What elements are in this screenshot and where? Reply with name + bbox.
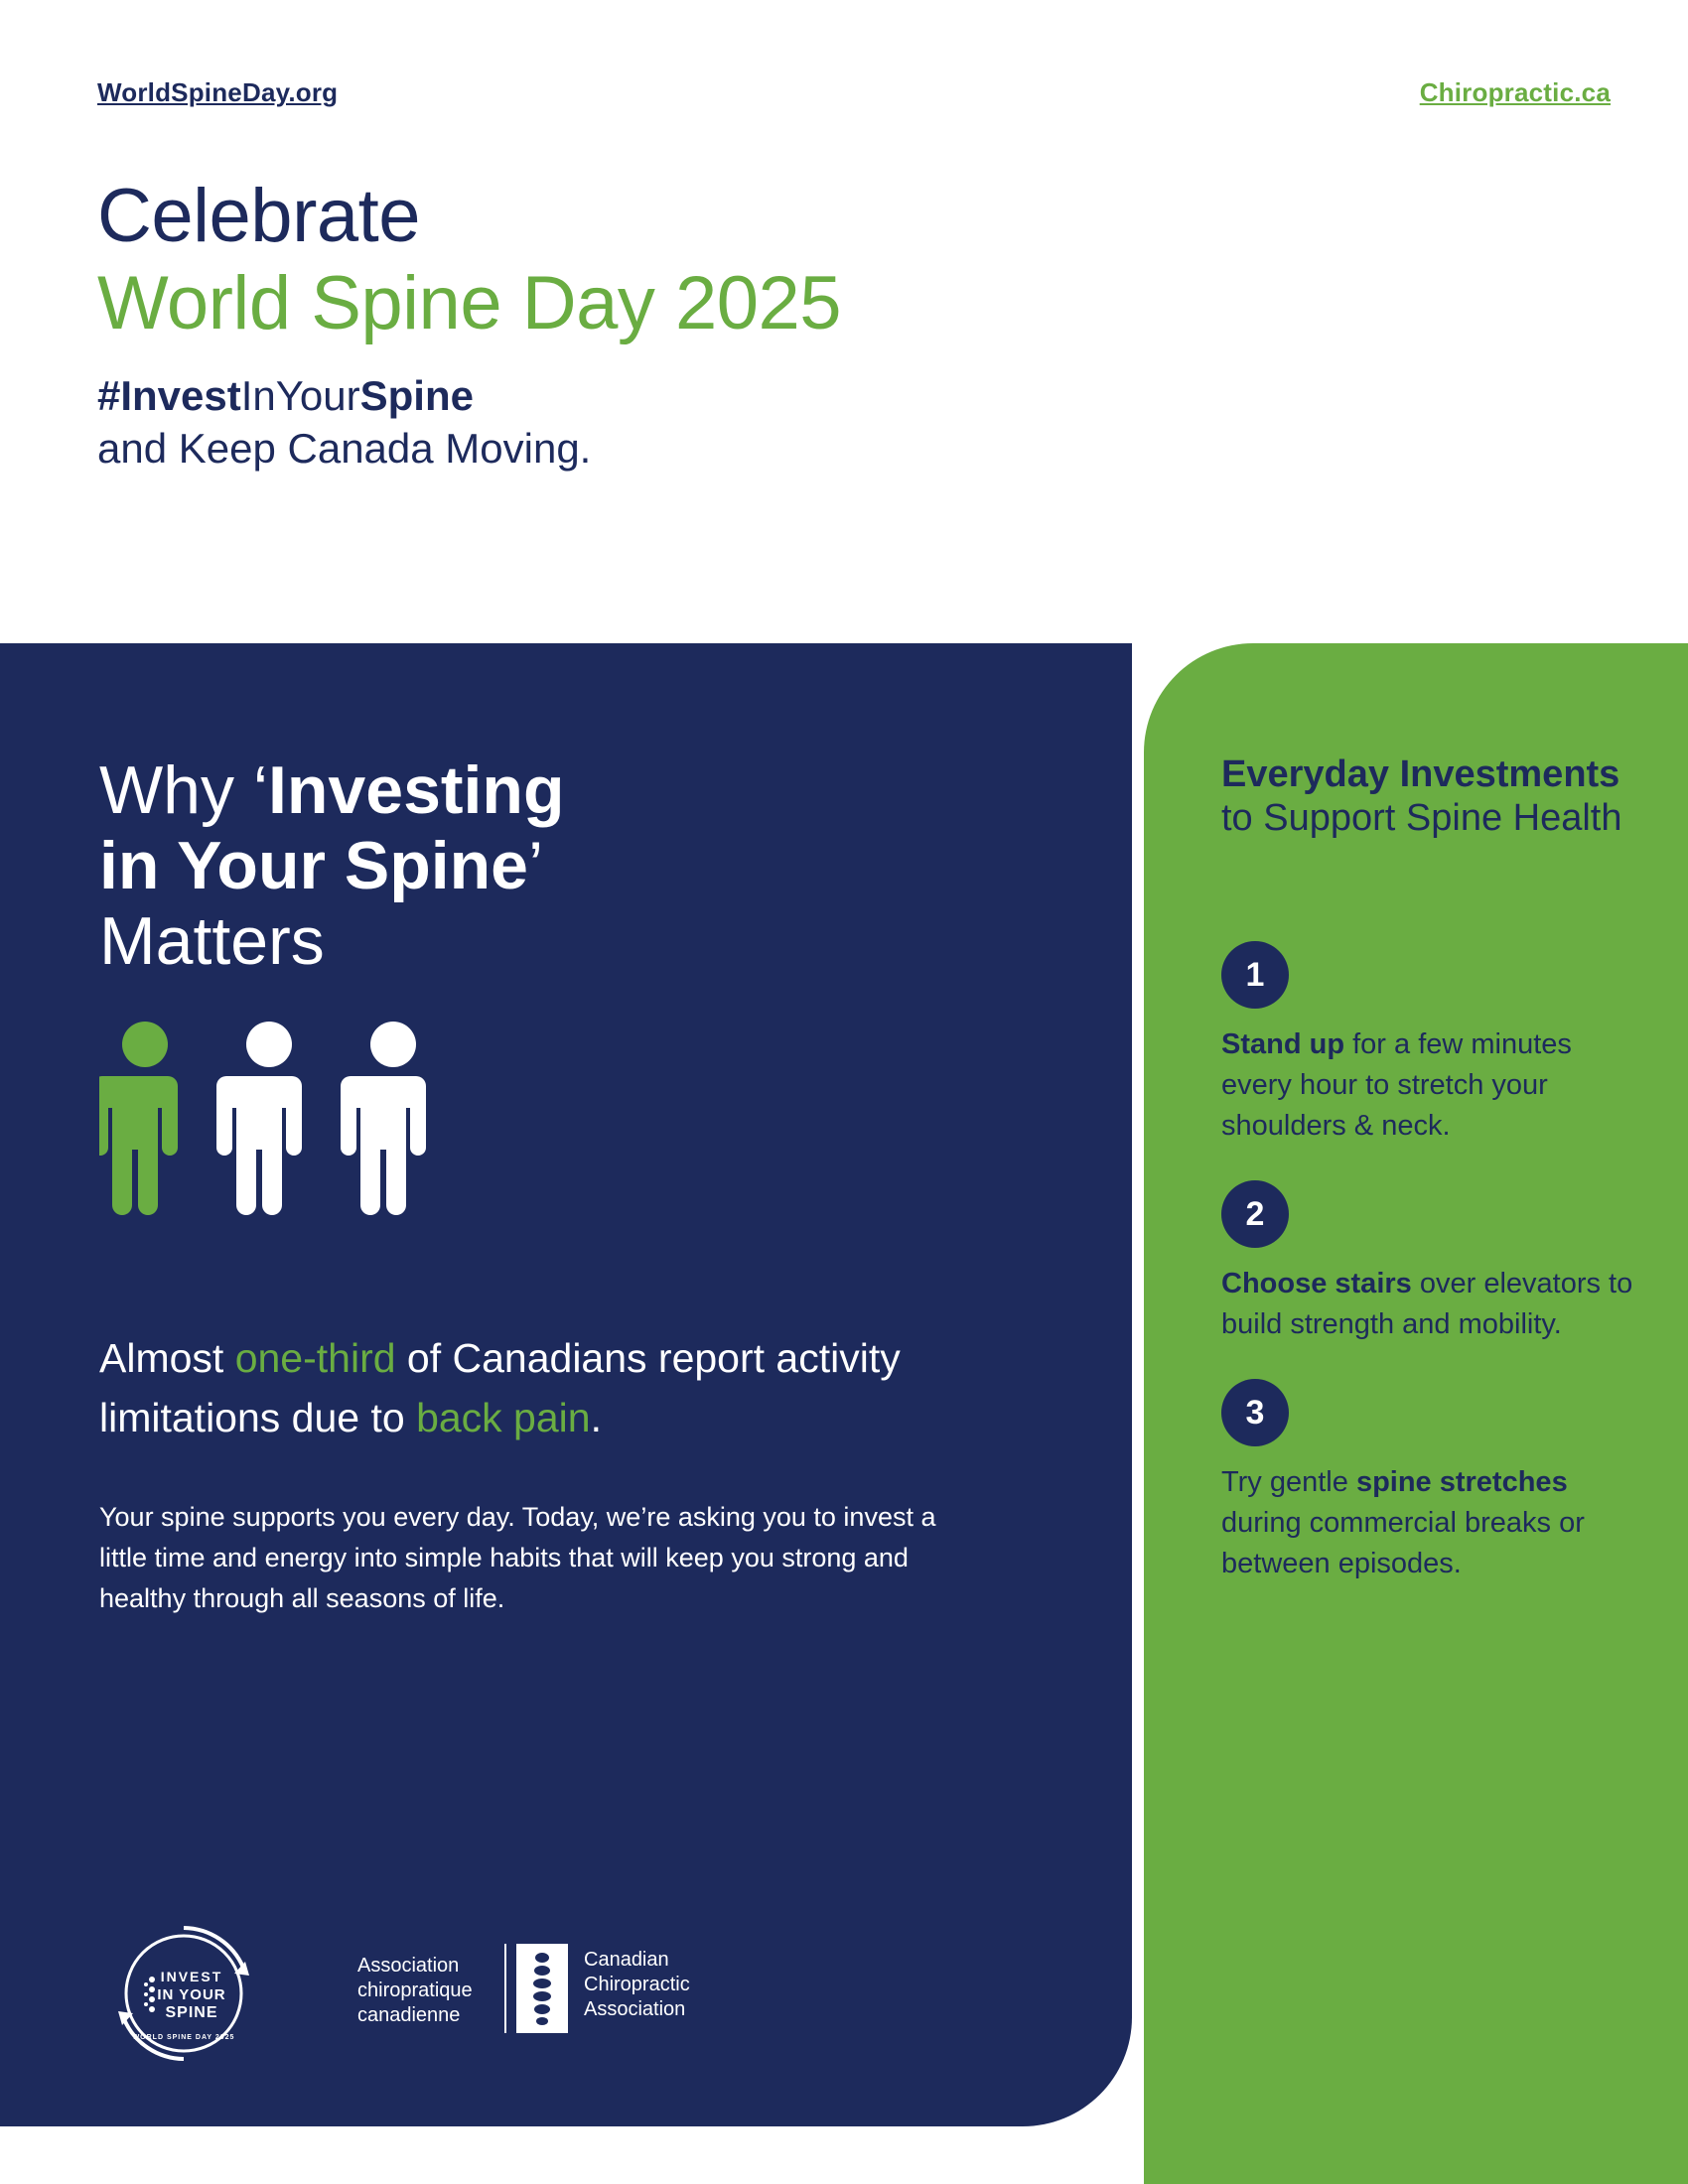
tip-number-badge-1: 1 [1221,941,1289,1009]
hashtag-tagline [97,370,1289,422]
tip-2-bold: Choose stairs [1221,1268,1412,1299]
title-block [97,174,1289,476]
navy-heading-matters: Matters [99,903,325,979]
person-icon-white-2 [341,1022,426,1215]
cca-logo-divider [504,1944,506,2033]
list-item [1221,941,1638,1147]
iys-line3: SPINE [165,2004,218,2021]
green-panel [1144,643,1688,2184]
cca-fr-line3: canadienne [357,2004,461,2026]
cca-logo-french-text [357,1954,473,2028]
iys-line1: INVEST [160,1969,223,1984]
tip-number-badge-2: 2 [1221,1180,1289,1248]
tip-number-badge-3: 3 [1221,1379,1289,1446]
navy-heading-investing: Investing [268,752,565,828]
cca-en-line1: Canadian [584,1949,669,1971]
iys-line2: IN YOUR [157,1986,226,2003]
hashtag-spine: Spine [359,372,474,419]
navy-panel [0,643,1132,2126]
statistic-text [99,1328,993,1447]
tip-3-bold: spine stretches [1355,1466,1568,1498]
navy-heading [99,752,1033,979]
navy-heading-quote: ’ [527,828,544,903]
green-heading-rest: to Support Spine Health [1221,797,1622,839]
person-icon-white-1 [216,1022,302,1215]
canadian-chiropractic-association-logo [357,1944,755,2043]
stat-highlight-back-pain: back pain [416,1395,591,1440]
page-title-line2: World Spine Day 2025 [97,261,842,345]
stat-mid: of Canadians report activity limitations due to [99,1335,901,1440]
stat-end: . [590,1395,602,1440]
stat-highlight-one-third: one-third [234,1335,396,1381]
green-heading-bold: Everyday Investments [1221,753,1620,795]
cca-en-line3: Association [584,1998,686,2020]
list-item [1221,1379,1638,1584]
invest-in-your-spine-logo [104,1924,263,2063]
tip-text-1 [1221,1024,1638,1147]
tip-text-2 [1221,1264,1638,1345]
page-title-line1: Celebrate [97,174,421,258]
tip-3-rest: during commercial breaks or between episodes. [1221,1507,1585,1579]
tip-text-3 [1221,1462,1638,1584]
tagline-second-line: and Keep Canada Moving. [97,425,592,472]
navy-heading-why: Why ‘ [99,752,268,828]
green-panel-heading [1221,752,1638,840]
page-header [0,77,1688,117]
person-icon-green [99,1022,178,1215]
cca-logo-english-text [584,1948,690,2022]
spine-icon [516,1944,568,2033]
iys-circular-logo-icon [104,1924,263,2063]
tip-1-bold: Stand up [1221,1028,1345,1060]
cca-fr-line1: Association [357,1955,460,1977]
cca-fr-line2: chiropratique [357,1979,473,2001]
tip-1-rest: for a few minutes every hour to stretch your shoulders & neck. [1221,1028,1572,1142]
chiropractic-ca-link[interactable]: Chiropractic.ca [1419,77,1611,107]
navy-heading-in-your-spine: in Your Spine [99,828,528,903]
hashtag-invest: #Invest [97,372,241,419]
tip-3-pre: Try gentle [1221,1466,1356,1498]
iys-line4: WORLD SPINE DAY 2025 [132,2034,235,2041]
people-icon [99,1021,496,1249]
worldspineday-link[interactable]: WorldSpineDay.org [97,77,339,107]
list-item [1221,1180,1638,1345]
logo-row [104,1924,760,2063]
cca-spine-mark-icon [516,1944,568,2033]
tips-list [1221,941,1638,1618]
navy-body-copy: Your spine supports you every day. Today, we’re asking you to invest a little time and energy into simple habits that will keep you strong and healthy through all seasons of life. [99,1502,936,1613]
stat-pre: Almost [99,1335,235,1381]
tip-2-rest: over elevators to build strength and mobility. [1221,1268,1633,1340]
cca-en-line2: Chiropractic [584,1974,690,1995]
hashtag-inyour: InYour [240,372,360,419]
people-pictogram [99,1021,496,1249]
